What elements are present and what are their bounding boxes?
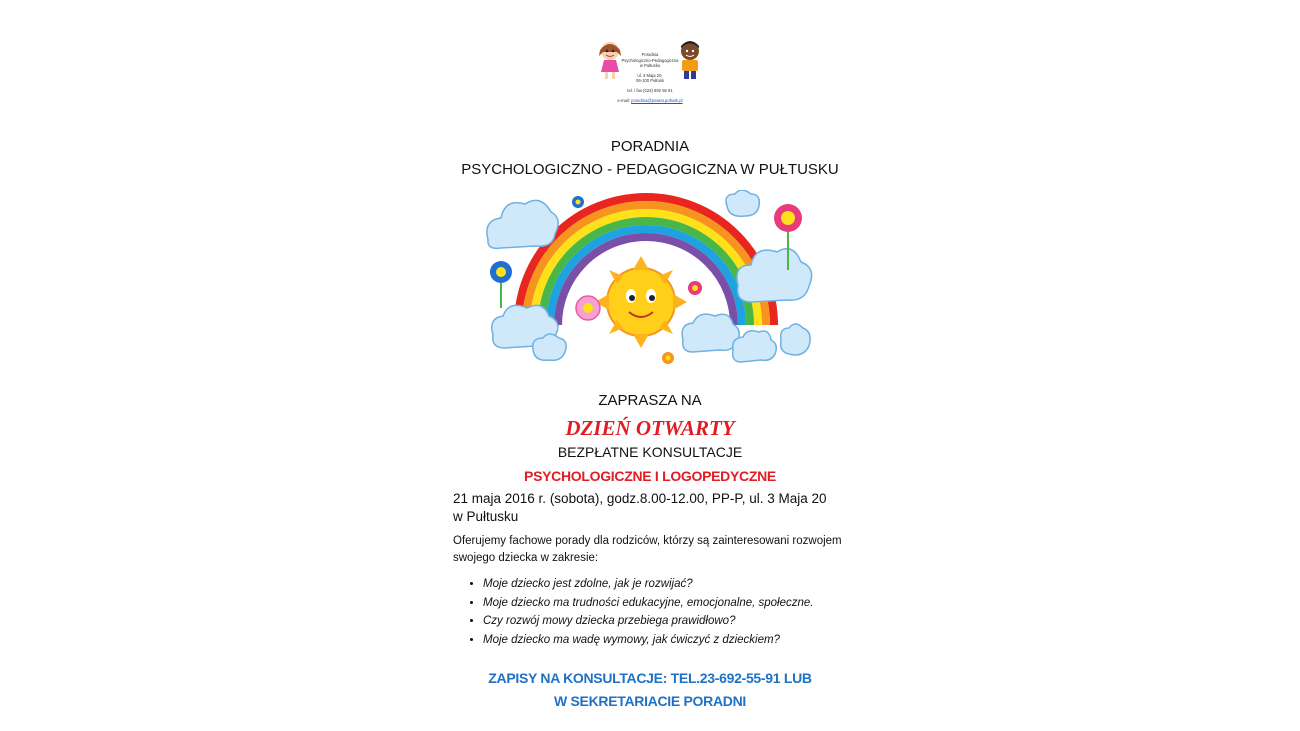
title-line-1: PORADNIA: [610, 138, 690, 155]
subtitle-2: PSYCHOLOGICZNE I LOGOPEDYCZNE: [524, 468, 776, 484]
phone-line: tel. / fax (023) 692 55 91: [627, 87, 673, 93]
list-item: • Moje dziecko ma trudności edukacyjne, emocjonalne, społeczne.: [483, 594, 863, 613]
subtitle-1: BEZPŁATNE KONSULTACJE: [557, 444, 743, 460]
email-link[interactable]: poradnia@powiat.pultusk.pl: [631, 97, 683, 103]
event-name: DZIEŃ OTWARTY: [565, 416, 735, 440]
intro-line-1: Oferujemy fachowe porady dla rodziców, którzy są zainteresowani rozwojem: [453, 535, 842, 547]
list-item: • Moje dziecko jest zdolne, jak je rozwijać?: [483, 575, 863, 594]
document-page: [445, 30, 855, 730]
date-line-1: 21 maja 2016 r. (sobota), godz.8.00-12.00, PP-P, ul. 3 Maja 20: [453, 491, 827, 506]
signup-line-1: ZAPISY NA KONSULTACJE: TEL.23-692-55-91 LUB: [488, 670, 812, 686]
rainbow-illustration: [483, 190, 818, 376]
letterhead-address: [617, 52, 683, 103]
letterhead: [595, 40, 705, 112]
date-line-2: w Pułtusku: [453, 509, 519, 524]
address-line: ul. 3 Maja 20,: [637, 72, 663, 78]
invite-text: ZAPRASZA NA: [598, 392, 702, 409]
title-line-2: PSYCHOLOGICZNO - PEDAGOGICZNA W PUŁTUSKU: [461, 161, 839, 178]
email-label: e-mail:: [617, 97, 630, 103]
intro-line-2: swojego dziecka w zakresie:: [453, 552, 599, 564]
topics-list: [453, 575, 863, 649]
address-line: 06-100 Pułtusk: [636, 78, 664, 84]
org-line: w Pułtusku: [639, 63, 661, 69]
list-item: • Moje dziecko ma wadę wymowy, jak ćwiczyć z dzieckiem?: [483, 631, 863, 650]
signup-line-2: W SEKRETARIACIE PORADNI: [554, 693, 746, 709]
list-item: • Czy rozwój mowy dziecka przebiega prawidłowo?: [483, 612, 863, 631]
org-line: Poradnia: [641, 52, 659, 57]
org-line: Psychologiczno-Pedagogiczna: [621, 57, 679, 63]
boy-icon: [675, 40, 705, 80]
